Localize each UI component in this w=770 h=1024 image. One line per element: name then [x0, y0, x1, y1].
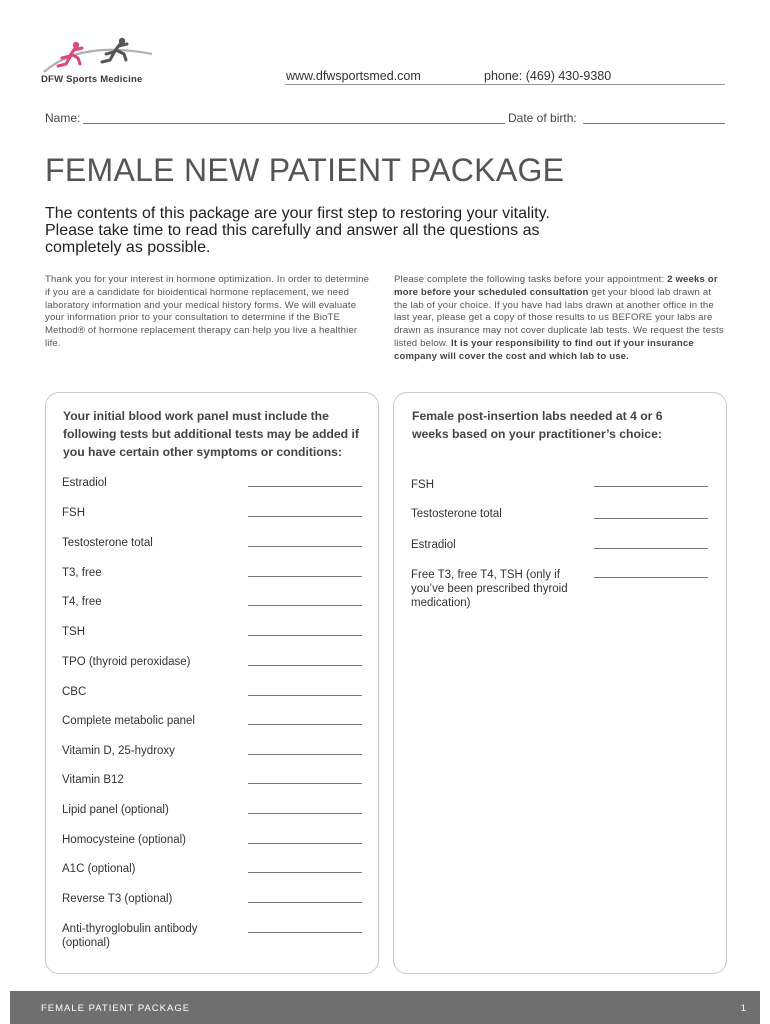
test-label: TPO (thyroid peroxidase) [62, 656, 191, 668]
right-text-bold-1: 2 weeks or more before your scheduled consultation [394, 274, 718, 298]
initial-blood-work-panel [45, 392, 379, 974]
test-label: Anti-thyroglobulin antibody (optional) [62, 923, 198, 949]
header-divider [285, 84, 725, 85]
right-text-bold-2: It is your responsibility to find out if your insurance company will cover the cost and which lab to use. [394, 337, 694, 362]
test-result-field[interactable] [248, 576, 362, 577]
footer-title: FEMALE PATIENT PACKAGE [41, 1003, 191, 1014]
left-column-text: Thank you for your interest in hormone optimization. In order to determine if you are a candidate for bioidentical hormone replacement, we need laboratory information and your medical history forms. We will evaluate your information prior to your consultation to determine if the BioTE Method® of hormone replacement therapy can help you live a healthier life. [45, 274, 370, 349]
phone-number: phone: (469) 430-9380 [484, 69, 612, 83]
test-result-field[interactable] [248, 783, 362, 784]
test-label: Testosterone total [411, 508, 502, 520]
test-result-field[interactable] [248, 546, 362, 547]
website-link[interactable]: www.dfwsportsmed.com [286, 69, 421, 83]
post-panel-heading: Female post-insertion labs needed at 4 or 6 weeks based on your practitioner’s choice: [412, 409, 663, 441]
test-result-field[interactable] [248, 665, 362, 666]
date-of-birth-label: Date of birth: [508, 111, 577, 125]
page-title: FEMALE NEW PATIENT PACKAGE [45, 152, 565, 188]
test-result-field[interactable] [594, 577, 708, 578]
test-result-field[interactable] [248, 932, 362, 933]
test-label: Complete metabolic panel [62, 715, 195, 727]
test-result-field[interactable] [248, 902, 362, 903]
test-result-field[interactable] [248, 754, 362, 755]
test-result-field[interactable] [248, 635, 362, 636]
test-result-field[interactable] [248, 486, 362, 487]
name-field[interactable] [83, 123, 505, 124]
test-label: A1C (optional) [62, 863, 136, 875]
test-result-field[interactable] [248, 813, 362, 814]
test-label: TSH [62, 626, 85, 638]
test-label: Lipid panel (optional) [62, 804, 169, 816]
date-of-birth-field[interactable] [583, 123, 725, 124]
test-label: FSH [411, 479, 434, 491]
test-label: T3, free [62, 567, 102, 579]
test-result-field[interactable] [248, 724, 362, 725]
test-result-field[interactable] [594, 548, 708, 549]
test-label: FSH [62, 507, 85, 519]
footer-bar [10, 991, 760, 1024]
right-column-text [394, 274, 724, 364]
test-label: Homocysteine (optional) [62, 834, 187, 846]
test-result-field[interactable] [594, 518, 708, 519]
test-result-field[interactable] [248, 843, 362, 844]
test-result-field[interactable] [594, 486, 708, 487]
test-label: Vitamin D, 25-hydroxy [62, 745, 175, 757]
intro-text: The contents of this package are your first step to restoring your vitality. Please take time to read this carefully and answer all the questions as completely as possible. [45, 205, 550, 256]
test-label: Estradiol [411, 539, 456, 551]
test-result-field[interactable] [248, 516, 362, 517]
test-label: Testosterone total [62, 537, 153, 549]
name-label: Name: [45, 111, 81, 125]
test-label: Estradiol [62, 477, 107, 489]
test-label: CBC [62, 686, 87, 698]
post-insertion-labs-panel [393, 392, 727, 974]
test-label: Reverse T3 (optional) [62, 893, 173, 905]
page-number: 1 [740, 1003, 746, 1014]
right-text-part-1: Please complete the following tasks before your appointment: [394, 274, 668, 285]
right-text-part-2: get your blood lab drawn at the lab of your choice. If you have had labs drawn at another office in the last year, please get a copy of those results to us BEFORE your labs are drawn as insurance may not cover duplicate lab tests. We request the tests listed below. [394, 286, 724, 349]
test-label: Free T3, free T4, TSH (only if you’ve been prescribed thyroid medication) [411, 569, 568, 609]
initial-panel-heading: Your initial blood work panel must include the following tests but additional tests may be added if you have certain other symptoms or conditions: [63, 409, 359, 459]
logo-text: DFW Sports Medicine [41, 74, 143, 85]
test-result-field[interactable] [248, 695, 362, 696]
test-result-field[interactable] [248, 872, 362, 873]
test-label: Vitamin B12 [62, 774, 124, 786]
test-result-field[interactable] [248, 605, 362, 606]
test-label: T4, free [62, 596, 102, 608]
